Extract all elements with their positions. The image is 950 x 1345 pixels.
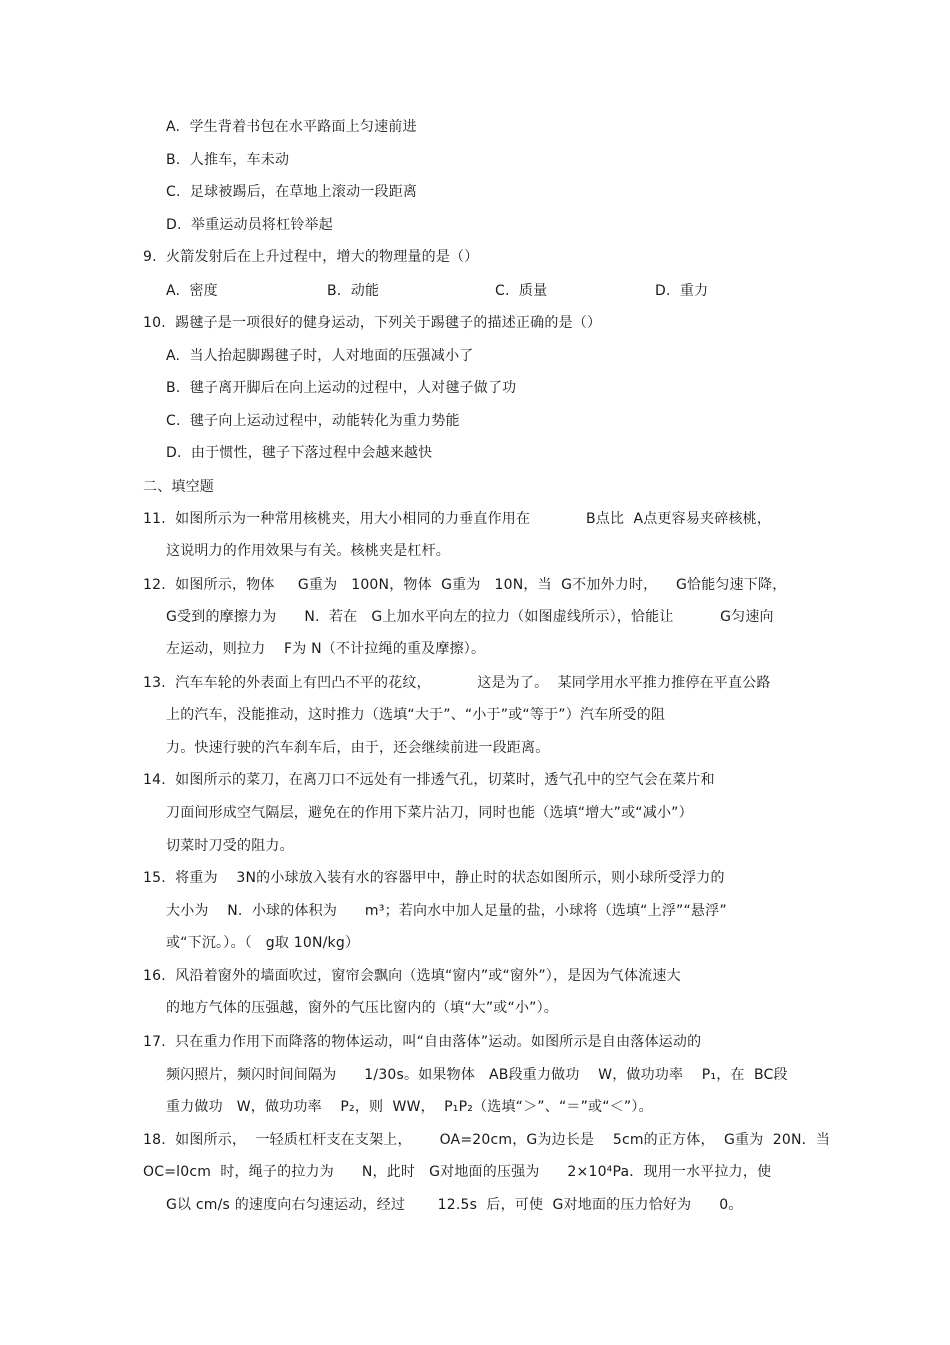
- q10-option-b: B. 毽子离开脚后在向上运动的过程中，人对毽子做了功: [166, 380, 517, 396]
- q13-line-3: 力。快速行驶的汽车刹车后，由于，还会继续前进一段距离。: [166, 740, 550, 756]
- q14-line-1: 14. 如图所示的菜刀，在离刀口不远处有一排透气孔，切菜时，透气孔中的空气会在菜片和: [143, 772, 715, 788]
- q8-option-b: B. 人推车，车未动: [166, 152, 290, 168]
- q14-line-2: 刀面间形成空气隔层，避免在的作用下菜片沾刀，同时也能（选填“增大”或“减小”）: [166, 805, 693, 821]
- q9-option-c: C. 质量: [495, 283, 548, 299]
- q15-line-1: 15. 将重为 3N的小球放入装有水的容器甲中，静止时的状态如图所示，则小球所受浮力的: [143, 870, 725, 886]
- q10-option-a: A. 当人抬起脚踢毽子时，人对地面的压强减小了: [166, 348, 474, 364]
- q18-line-2: OC=l0cm 时，绳子的拉力为 N，此时 G对地面的压强为 2×10⁴Pa．现用一水平拉力，使: [143, 1164, 772, 1180]
- q9-option-b: B. 动能: [327, 283, 380, 299]
- q18-line-1: 18. 如图所示， 一轻质杠杆支在支架上， OA=20cm，G为边长是 5cm的正方体， G重为 20N．当: [143, 1132, 831, 1148]
- q13-line-2: 上的汽车，没能推动，这时推力（选填“大于”、“小于”或“等于”）汽车所受的阻: [166, 707, 666, 723]
- q17-line-1: 17. 只在重力作用下而降落的物体运动，叫“自由落体”运动。如图所示是自由落体运动的: [143, 1034, 702, 1050]
- q17-line-3: 重力做功 W，做功功率 P₂，则 WW， P₁P₂（选填“＞”、“＝”或“＜”）。: [166, 1099, 653, 1115]
- q18-line-3: G以 cm/s 的速度向右匀速运动，经过 12.5s 后，可使 G对地面的压力恰好为 0。: [166, 1197, 743, 1213]
- q10-option-c: C. 毽子向上运动过程中，动能转化为重力势能: [166, 413, 460, 429]
- q17-line-2: 频闪照片，频闪时间间隔为 1/30s。如果物体 AB段重力做功 W，做功功率 P₁，在 BC段: [166, 1067, 788, 1083]
- q14-line-3: 切菜时刀受的阻力。: [166, 838, 294, 854]
- q8-option-a: A. 学生背着书包在水平路面上匀速前进: [166, 119, 417, 135]
- q10-option-d: D. 由于惯性，毽子下落过程中会越来越快: [166, 445, 433, 461]
- q12-line-2: G受到的摩擦力为 N. 若在 G上加水平向左的拉力（如图虚线所示），恰能让 G匀速向: [166, 609, 774, 625]
- q11-line-2: 这说明力的作用效果与有关。核桃夹是杠杆。: [166, 543, 450, 559]
- q16-line-2: 的地方气体的压强越，窗外的气压比窗内的（填“大”或“小”）。: [166, 1000, 559, 1016]
- q9-option-a: A. 密度: [166, 283, 218, 299]
- q10-stem: 10. 踢毽子是一项很好的健身运动，下列关于踢毽子的描述正确的是（）: [143, 315, 602, 331]
- q16-line-1: 16. 风沿着窗外的墙面吹过，窗帘会飘向（选填“窗内”或“窗外”），是因为气体流速大: [143, 968, 681, 984]
- q15-line-3: 或“下沉。）。（ g取 10N/kg）: [166, 935, 360, 951]
- q15-line-2: 大小为 N. 小球的体积为 m³；若向水中加人足量的盐，小球将（选填“上浮”“悬浮”: [166, 903, 727, 919]
- section-title-fill-in: 二、填空题: [143, 479, 214, 495]
- q13-line-1: 13. 汽车车轮的外表面上有凹凸不平的花纹， 这是为了。 某同学用水平推力推停在平直公路: [143, 675, 771, 691]
- q12-line-1: 12. 如图所示，物体 G重为 100N，物体 G重为 10N，当 G不加外力时， G恰能匀速下降，: [143, 577, 787, 593]
- q12-line-3: 左运动，则拉力 F为 N（不计拉绳的重及摩擦）。: [166, 641, 486, 657]
- q8-option-d: D. 举重运动员将杠铃举起: [166, 217, 333, 233]
- q9-option-d: D. 重力: [655, 283, 709, 299]
- q9-stem: 9. 火箭发射后在上升过程中，增大的物理量的是（）: [143, 249, 479, 265]
- q11-line-1: 11. 如图所示为一种常用核桃夹，用大小相同的力垂直作用在 B点比 A点更容易夹碎核桃，: [143, 511, 772, 527]
- q8-option-c: C. 足球被踢后，在草地上滚动一段距离: [166, 184, 418, 200]
